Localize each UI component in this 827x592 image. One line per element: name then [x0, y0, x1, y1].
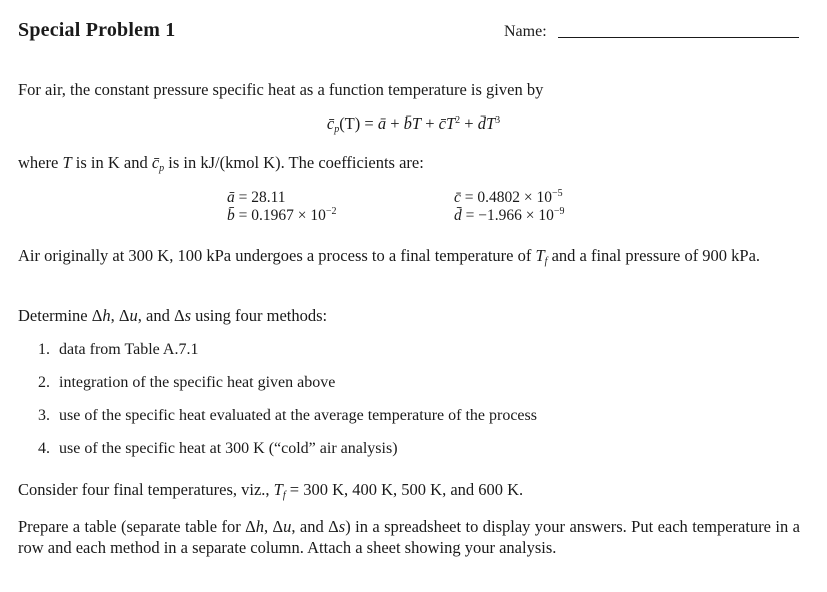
determine-text-3: , and Δ: [137, 306, 185, 325]
name-blank-line: [558, 37, 799, 38]
method-text: use of the specific heat evaluated at the average temperature of the process: [59, 407, 537, 424]
coef-a-symbol: ā: [227, 189, 235, 206]
process-text-1: Air originally at 300 K, 100 kPa undergoes a process to a final temperature of: [18, 246, 536, 265]
prepare-text-4: ) in a spreadsheet to display your answers. Put each temperature in a row and each method in a separate column. Attach a sheet showing your analysis.: [18, 517, 800, 557]
coef-c-exponent: −5: [552, 188, 563, 199]
prepare-u: u: [283, 517, 292, 536]
list-item: [38, 407, 537, 425]
prepare-text-1: Prepare a table (separate table for Δ: [18, 517, 256, 536]
eq-plus-1: +: [386, 114, 404, 133]
name-label: Name:: [504, 23, 547, 40]
prepare-paragraph: [18, 516, 800, 558]
method-number: 4.: [38, 440, 50, 457]
coef-b-exponent: −2: [325, 206, 337, 217]
process-Tf-sub: f: [544, 256, 548, 267]
coefficient-a: [227, 189, 286, 207]
process-Tf: T: [535, 246, 545, 265]
eq-t1: T: [411, 114, 422, 133]
determine-text-2: , Δ: [110, 306, 130, 325]
coefficient-c: [454, 189, 563, 207]
eq-c: c̄: [438, 114, 446, 133]
eq-plus-2: +: [421, 114, 439, 133]
list-item: [38, 341, 198, 359]
list-item: [38, 440, 398, 458]
process-text-2: and a final pressure of 900 kPa.: [547, 246, 761, 265]
prepare-text-2: , Δ: [263, 517, 284, 536]
eq-t3: T: [485, 114, 496, 133]
eq-plus-3: +: [460, 114, 478, 133]
eq-cp-sub: p: [334, 124, 340, 135]
coef-b-value: = 0.1967 × 10: [234, 207, 326, 224]
determine-s: s: [184, 306, 191, 325]
determine-text-1: Determine Δ: [18, 306, 103, 325]
coef-c-symbol: c̄: [454, 189, 461, 206]
units-cp: c̄: [151, 153, 160, 172]
intro-text: For air, the constant pressure specific heat as a function temperature is given by: [18, 80, 544, 99]
specific-heat-equation: [0, 114, 827, 134]
coef-d-exponent: −9: [553, 206, 565, 217]
consider-Tf-sub: f: [282, 490, 286, 501]
consider-Tf: T: [273, 480, 283, 499]
eq-exp-2: 2: [455, 115, 461, 126]
coef-b-symbol: b̄: [227, 207, 235, 224]
units-text-1: where: [18, 153, 63, 172]
process-paragraph: [18, 245, 800, 266]
intro-paragraph: [18, 79, 800, 100]
determine-paragraph: [18, 305, 800, 326]
prepare-s: s: [338, 517, 346, 536]
list-item: [38, 374, 335, 392]
units-cp-sub: p: [159, 163, 165, 174]
eq-t2: T: [445, 114, 456, 133]
coef-d-value: = −1.966 × 10: [461, 207, 554, 224]
eq-exp-3: 3: [495, 115, 501, 126]
eq-paren: (T) =: [339, 114, 378, 133]
consider-text-2: = 300 K, 400 K, 500 K, and 600 K.: [285, 480, 524, 499]
method-text: data from Table A.7.1: [59, 341, 199, 358]
prepare-text-3: , and Δ: [291, 517, 339, 536]
consider-text-1: Consider four final temperatures, viz.,: [18, 480, 274, 499]
units-T: T: [62, 153, 72, 172]
method-text: integration of the specific heat given above: [59, 374, 336, 391]
units-paragraph: [18, 152, 800, 173]
eq-b: b̄: [403, 114, 412, 133]
eq-cp: c̄: [326, 114, 335, 133]
page-title: Special Problem 1: [18, 19, 176, 41]
coefficient-b: [227, 207, 337, 225]
coefficient-d: [454, 207, 565, 225]
units-text-3: is in kJ/(kmol K). The coefficients are:: [164, 153, 424, 172]
units-text-2: is in K and: [71, 153, 152, 172]
eq-d: d̄: [477, 114, 486, 133]
coef-c-value: = 0.4802 × 10: [460, 189, 552, 206]
method-number: 1.: [38, 341, 50, 358]
determine-text-4: using four methods:: [190, 306, 328, 325]
method-text: use of the specific heat at 300 K (“cold” air analysis): [59, 440, 398, 457]
method-number: 3.: [38, 407, 50, 424]
coef-a-value: = 28.11: [234, 189, 286, 206]
determine-h: h: [102, 306, 111, 325]
determine-u: u: [129, 306, 138, 325]
consider-paragraph: [18, 479, 800, 500]
method-number: 2.: [38, 374, 50, 391]
eq-a: ā: [377, 114, 387, 133]
prepare-h: h: [255, 517, 264, 536]
coef-d-symbol: d̄: [454, 207, 462, 224]
